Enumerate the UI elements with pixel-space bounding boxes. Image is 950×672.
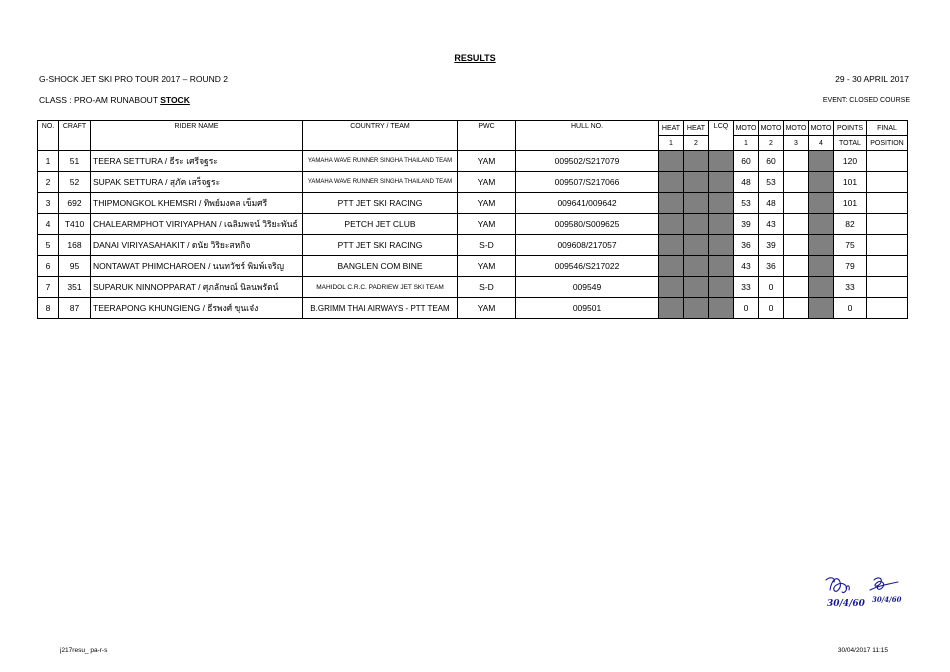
- cell-hull-no: 009501: [516, 298, 659, 319]
- cell-moto3: [784, 151, 809, 172]
- cell-lcq: [709, 235, 734, 256]
- footer-printed-timestamp: 30/04/2017 11:15: [837, 647, 888, 654]
- cell-moto3: [784, 172, 809, 193]
- header-moto1-number: 1: [734, 136, 759, 151]
- cell-moto4: [809, 214, 834, 235]
- cell-moto2: 53: [759, 172, 784, 193]
- cell-heat1: [659, 277, 684, 298]
- cell-pwc: S-D: [458, 235, 516, 256]
- class-prefix: CLASS : PRO-AM RUNABOUT: [39, 95, 161, 105]
- cell-no: 2: [38, 172, 59, 193]
- cell-heat2: [684, 298, 709, 319]
- signature-stroke-1: [830, 579, 847, 593]
- cell-final-position: [867, 277, 908, 298]
- table-row: [38, 214, 908, 235]
- cell-craft: 87: [59, 298, 91, 319]
- cell-final-position: [867, 298, 908, 319]
- cell-craft: T410: [59, 214, 91, 235]
- cell-craft: 168: [59, 235, 91, 256]
- cell-heat1: [659, 151, 684, 172]
- cell-rider-name: NONTAWAT PHIMCHAROEN / นนทวัชร์ พิมพ์เจริญ: [91, 256, 303, 277]
- cell-heat2: [684, 277, 709, 298]
- cell-moto2: 0: [759, 298, 784, 319]
- cell-moto2: 48: [759, 193, 784, 214]
- cell-moto4: [809, 277, 834, 298]
- cell-heat1: [659, 298, 684, 319]
- event-date: 29 - 30 APRIL 2017: [835, 74, 909, 84]
- cell-moto2: 36: [759, 256, 784, 277]
- cell-heat2: [684, 235, 709, 256]
- cell-moto4: [809, 151, 834, 172]
- cell-hull-no: 009546/S217022: [516, 256, 659, 277]
- cell-rider-name: THIPMONGKOL KHEMSRI / ทิพย์มงคล เข็มศรี: [91, 193, 303, 214]
- cell-team: BANGLEN COM BINE: [303, 256, 458, 277]
- footer-filename: j217resu_ pa-r-s: [60, 647, 108, 654]
- cell-moto1: 48: [734, 172, 759, 193]
- cell-points-total: 101: [834, 172, 867, 193]
- header-moto3-number: 3: [784, 136, 809, 151]
- cell-final-position: [867, 214, 908, 235]
- handwritten-signature: [822, 568, 912, 612]
- header-heat1: HEAT: [659, 121, 684, 136]
- cell-craft: 692: [59, 193, 91, 214]
- cell-hull-no: 009549: [516, 277, 659, 298]
- cell-pwc: YAM: [458, 151, 516, 172]
- cell-rider-name: DANAI VIRIYASAHAKIT / ดนัย วิริยะสหกิจ: [91, 235, 303, 256]
- header-row-top: [38, 121, 908, 136]
- cell-final-position: [867, 235, 908, 256]
- cell-moto4: [809, 256, 834, 277]
- cell-moto3: [784, 235, 809, 256]
- table-row: [38, 298, 908, 319]
- header-heat1-number: 1: [659, 136, 684, 151]
- cell-rider-name: CHALEARMPHOT VIRIYAPHAN / เฉลิมพจน์ วิริยะพันธ์: [91, 214, 303, 235]
- cell-pwc: YAM: [458, 298, 516, 319]
- table-row: [38, 235, 908, 256]
- cell-heat2: [684, 193, 709, 214]
- cell-moto4: [809, 235, 834, 256]
- cell-points-total: 79: [834, 256, 867, 277]
- cell-moto2: 60: [759, 151, 784, 172]
- header-points: POINTS: [834, 121, 867, 136]
- cell-heat2: [684, 214, 709, 235]
- cell-no: 4: [38, 214, 59, 235]
- cell-moto4: [809, 298, 834, 319]
- cell-moto3: [784, 277, 809, 298]
- cell-no: 3: [38, 193, 59, 214]
- cell-hull-no: 009580/S009625: [516, 214, 659, 235]
- cell-hull-no: 009502/S217079: [516, 151, 659, 172]
- class-line: [39, 95, 190, 105]
- cell-moto1: 36: [734, 235, 759, 256]
- table-row: [38, 172, 908, 193]
- cell-moto1: 0: [734, 298, 759, 319]
- cell-no: 5: [38, 235, 59, 256]
- cell-points-total: 33: [834, 277, 867, 298]
- event-name: G-SHOCK JET SKI PRO TOUR 2017 – ROUND 2: [39, 74, 228, 84]
- header-moto4: MOTO: [809, 121, 834, 136]
- header-rider-name: RIDER NAME: [91, 121, 303, 151]
- signature-date-2: 30/4/60: [872, 595, 902, 604]
- cell-rider-name: SUPAK SETTURA / สุภัค เสร็จฐระ: [91, 172, 303, 193]
- header-moto2: MOTO: [759, 121, 784, 136]
- cell-lcq: [709, 172, 734, 193]
- header-pwc: PWC: [458, 121, 516, 151]
- cell-heat1: [659, 214, 684, 235]
- cell-moto1: 33: [734, 277, 759, 298]
- table-row: [38, 193, 908, 214]
- cell-craft: 95: [59, 256, 91, 277]
- cell-points-total: 0: [834, 298, 867, 319]
- header-hull-no: HULL NO.: [516, 121, 659, 151]
- cell-no: 8: [38, 298, 59, 319]
- cell-team: YAMAHA WAVE RUNNER SINGHA THAILAND TEAM: [303, 172, 458, 193]
- cell-pwc: S-D: [458, 277, 516, 298]
- header-no: NO.: [38, 121, 59, 151]
- cell-craft: 351: [59, 277, 91, 298]
- cell-hull-no: 009608/217057: [516, 235, 659, 256]
- cell-heat2: [684, 256, 709, 277]
- header-final-position: POSITION: [867, 136, 908, 151]
- cell-moto4: [809, 193, 834, 214]
- cell-moto3: [784, 256, 809, 277]
- cell-team: YAMAHA WAVE RUNNER SINGHA THAILAND TEAM: [303, 151, 458, 172]
- cell-craft: 52: [59, 172, 91, 193]
- cell-points-total: 101: [834, 193, 867, 214]
- cell-pwc: YAM: [458, 214, 516, 235]
- cell-heat1: [659, 235, 684, 256]
- cell-points-total: 75: [834, 235, 867, 256]
- header-moto2-number: 2: [759, 136, 784, 151]
- header-heat2-number: 2: [684, 136, 709, 151]
- cell-team: B.GRIMM THAI AIRWAYS - PTT TEAM: [303, 298, 458, 319]
- cell-team: PETCH JET CLUB: [303, 214, 458, 235]
- cell-lcq: [709, 151, 734, 172]
- cell-moto1: 39: [734, 214, 759, 235]
- table-row: [38, 151, 908, 172]
- cell-pwc: YAM: [458, 193, 516, 214]
- cell-lcq: [709, 256, 734, 277]
- class-stock: STOCK: [160, 95, 190, 105]
- cell-rider-name: TEERA SETTURA / ธีระ เศรีจฐระ: [91, 151, 303, 172]
- header-moto3: MOTO: [784, 121, 809, 136]
- header-country-team: COUNTRY / TEAM: [303, 121, 458, 151]
- cell-team: MAHIDOL C.R.C. PADRIEW JET SKI TEAM: [303, 277, 458, 298]
- cell-points-total: 82: [834, 214, 867, 235]
- table-row: [38, 277, 908, 298]
- cell-lcq: [709, 193, 734, 214]
- cell-lcq: [709, 298, 734, 319]
- cell-moto3: [784, 193, 809, 214]
- cell-heat1: [659, 193, 684, 214]
- cell-hull-no: 009641/009642: [516, 193, 659, 214]
- cell-moto1: 60: [734, 151, 759, 172]
- header-moto1: MOTO: [734, 121, 759, 136]
- cell-hull-no: 009507/S217066: [516, 172, 659, 193]
- header-moto4-number: 4: [809, 136, 834, 151]
- cell-moto2: 0: [759, 277, 784, 298]
- cell-no: 6: [38, 256, 59, 277]
- header-lcq: LCQ: [709, 121, 734, 151]
- header-craft: CRAFT: [59, 121, 91, 151]
- cell-moto1: 43: [734, 256, 759, 277]
- cell-no: 7: [38, 277, 59, 298]
- header-final: FINAL: [867, 121, 908, 136]
- page-title: RESULTS: [454, 53, 496, 63]
- cell-final-position: [867, 193, 908, 214]
- cell-moto1: 53: [734, 193, 759, 214]
- cell-team: PTT JET SKI RACING: [303, 235, 458, 256]
- cell-heat1: [659, 256, 684, 277]
- table-row: [38, 256, 908, 277]
- header-points-total: TOTAL: [834, 136, 867, 151]
- signature-date-1: 30/4/60: [827, 599, 865, 609]
- cell-heat1: [659, 172, 684, 193]
- cell-craft: 51: [59, 151, 91, 172]
- results-table: [37, 120, 908, 319]
- event-type: EVENT: CLOSED COURSE: [822, 97, 910, 104]
- cell-final-position: [867, 172, 908, 193]
- cell-moto3: [784, 298, 809, 319]
- cell-final-position: [867, 256, 908, 277]
- cell-pwc: YAM: [458, 172, 516, 193]
- cell-heat2: [684, 151, 709, 172]
- cell-heat2: [684, 172, 709, 193]
- cell-moto4: [809, 172, 834, 193]
- cell-lcq: [709, 214, 734, 235]
- cell-moto2: 39: [759, 235, 784, 256]
- cell-lcq: [709, 277, 734, 298]
- cell-final-position: [867, 151, 908, 172]
- cell-team: PTT JET SKI RACING: [303, 193, 458, 214]
- cell-rider-name: TEERAPONG KHUNGIENG / ธีรพงศ์ ขุนเจ๋ง: [91, 298, 303, 319]
- cell-moto2: 43: [759, 214, 784, 235]
- cell-moto3: [784, 214, 809, 235]
- cell-rider-name: SUPARUK NINNOPPARAT / ศุภลักษณ์ นิลนพรัตน์: [91, 277, 303, 298]
- cell-pwc: YAM: [458, 256, 516, 277]
- cell-no: 1: [38, 151, 59, 172]
- cell-points-total: 120: [834, 151, 867, 172]
- header-heat2: HEAT: [684, 121, 709, 136]
